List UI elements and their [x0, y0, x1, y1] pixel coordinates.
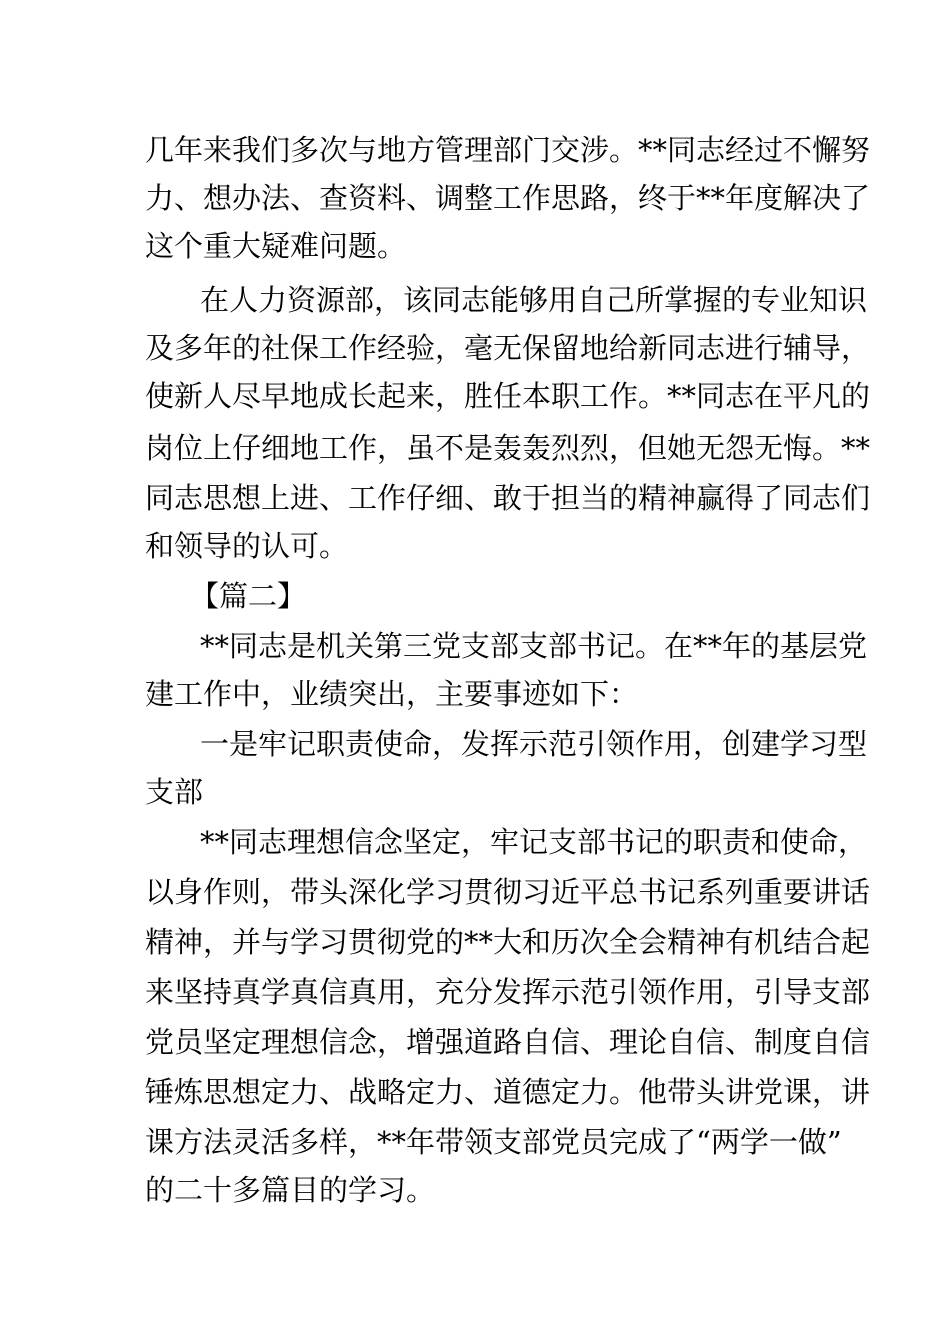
text-line: 岗位上仔细地工作，虽不是轰轰烈烈，但她无怨无悔。**	[145, 431, 871, 465]
text-line: 同志思想上进、工作仔细、敢于担当的精神赢得了同志们	[145, 481, 871, 515]
text-line: 力、想办法、查资料、调整工作思路，终于**年度解决了	[145, 181, 871, 215]
text-line: 和领导的认可。	[145, 529, 349, 563]
text-line: 及多年的社保工作经验，毫无保留地给新同志进行辅导，	[145, 331, 871, 365]
text-line: 使新人尽早地成长起来，胜任本职工作。**同志在平凡的	[145, 379, 871, 413]
text-line: 的二十多篇目的学习。	[145, 1173, 436, 1207]
text-line: 支部	[145, 775, 204, 809]
text-line: 锤炼思想定力、战略定力、道德定力。他带头讲党课，讲	[145, 1075, 871, 1109]
text-line: 几年来我们多次与地方管理部门交涉。**同志经过不懈努	[145, 133, 871, 167]
text-line: 这个重大疑难问题。	[145, 229, 407, 263]
section-heading: 【篇二】	[190, 579, 307, 613]
text-line: 精神，并与学习贯彻党的**大和历次全会精神有机结合起	[145, 925, 871, 959]
text-line: **同志是机关第三党支部支部书记。在**年的基层党	[200, 629, 868, 663]
text-line: 课方法灵活多样，**年带领支部党员完成了“两学一做”	[145, 1125, 842, 1159]
text-line: 在人力资源部，该同志能够用自己所掌握的专业知识	[200, 283, 868, 317]
text-line: **同志理想信念坚定，牢记支部书记的职责和使命，	[200, 825, 868, 859]
text-line: 以身作则，带头深化学习贯彻习近平总书记系列重要讲话	[145, 875, 871, 909]
text-line: 党员坚定理想信念，增强道路自信、理论自信、制度自信	[145, 1025, 871, 1059]
text-line: 来坚持真学真信真用，充分发挥示范引领作用，引导支部	[145, 975, 871, 1009]
text-line: 一是牢记职责使命，发挥示范引领作用，创建学习型	[200, 727, 868, 761]
text-line: 建工作中，业绩突出，主要事迹如下：	[145, 677, 639, 711]
